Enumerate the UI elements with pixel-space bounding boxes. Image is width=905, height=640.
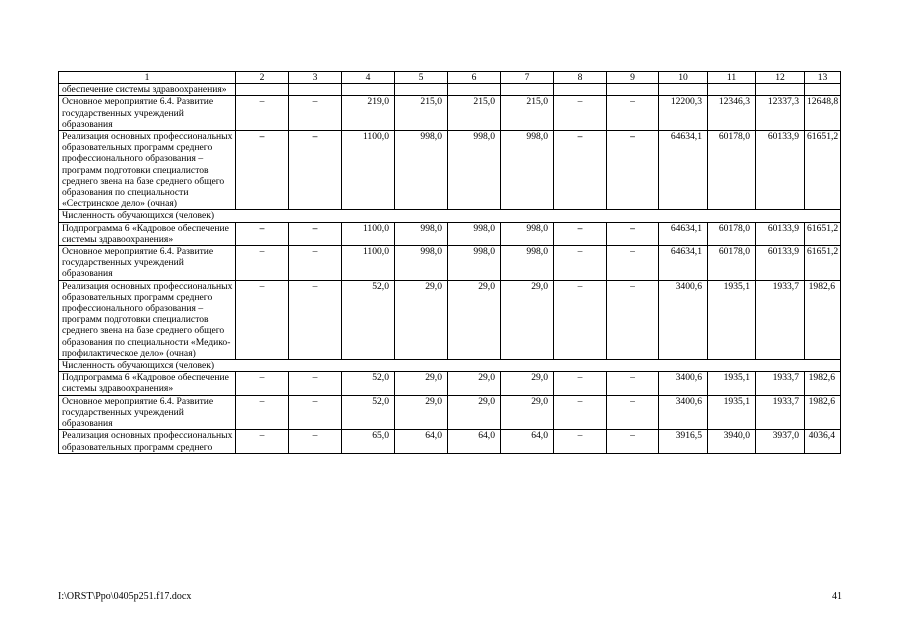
table-cell: – — [554, 430, 607, 453]
table-cell: 29,0 — [395, 280, 448, 359]
table-body — [59, 72, 841, 454]
data-table — [58, 71, 841, 454]
table-cell: 3400,6 — [659, 372, 708, 395]
table-cell: 61651,2 — [805, 222, 841, 245]
table-cell: 29,0 — [395, 395, 448, 430]
table-row — [59, 222, 841, 245]
row-name-cell: Основное мероприятие 6.4. Развитие государственных учреждений образования — [59, 395, 236, 430]
table-cell: 60133,9 — [756, 131, 805, 210]
row-name-cell: Реализация основных профессиональных образовательных программ среднего профессионального образования – программ подготовки специалистов среднего звена на базе среднего общего образования по специальности «Медико-профилактическое дело» (очная) — [59, 280, 236, 359]
table-cell: 3400,6 — [659, 395, 708, 430]
table-cell: 60178,0 — [708, 246, 756, 281]
table-cell: 998,0 — [395, 246, 448, 281]
row-name-cell: Основное мероприятие 6.4. Развитие государственных учреждений образования — [59, 246, 236, 281]
table-cell — [805, 84, 841, 96]
table-cell — [554, 84, 607, 96]
table-cell: 215,0 — [448, 96, 501, 131]
table-row — [59, 280, 841, 359]
table-cell: 215,0 — [501, 96, 554, 131]
table-cell: 4036,4 — [805, 430, 841, 453]
table-cell: – — [236, 372, 289, 395]
table-cell: 60178,0 — [708, 222, 756, 245]
table-cell — [289, 84, 342, 96]
table-cell: – — [554, 96, 607, 131]
table-cell: – — [289, 372, 342, 395]
table-cell: 1982,6 — [805, 395, 841, 430]
table-cell: 1100,0 — [342, 131, 395, 210]
header-row — [59, 72, 841, 84]
table-cell: 64,0 — [501, 430, 554, 453]
page-number: 41 — [832, 591, 842, 602]
table-cell: 52,0 — [342, 280, 395, 359]
row-name-cell: Подпрограмма 6 «Кадровое обеспечение системы здравоохранения» — [59, 222, 236, 245]
table-cell: 12346,3 — [708, 96, 756, 131]
table-cell: 1100,0 — [342, 222, 395, 245]
table-cell: 998,0 — [395, 131, 448, 210]
table-cell: 1935,1 — [708, 395, 756, 430]
table-cell: – — [289, 96, 342, 131]
table-cell: – — [236, 280, 289, 359]
table-cell: 998,0 — [448, 222, 501, 245]
table-cell: – — [554, 280, 607, 359]
section-label-row — [59, 210, 841, 222]
table-cell: 29,0 — [448, 395, 501, 430]
table-cell: 1935,1 — [708, 280, 756, 359]
table-cell: – — [607, 131, 659, 210]
table-cell — [448, 84, 501, 96]
table-cell — [501, 84, 554, 96]
table-cell: – — [236, 96, 289, 131]
table-cell: – — [554, 372, 607, 395]
table-cell: 29,0 — [501, 395, 554, 430]
table-cell: 1933,7 — [756, 280, 805, 359]
header-cell: 5 — [395, 72, 448, 84]
table-cell: 65,0 — [342, 430, 395, 453]
table-cell: – — [236, 131, 289, 210]
table-cell — [756, 84, 805, 96]
table-cell: – — [607, 96, 659, 131]
table-cell: – — [607, 280, 659, 359]
table-cell: 1933,7 — [756, 395, 805, 430]
table-cell: 3940,0 — [708, 430, 756, 453]
table-cell: 60178,0 — [708, 131, 756, 210]
section-label: Численность обучающихся (человек) — [59, 360, 841, 372]
table-cell: 3916,5 — [659, 430, 708, 453]
table-cell — [708, 84, 756, 96]
table-cell — [607, 84, 659, 96]
table-cell: 12337,3 — [756, 96, 805, 131]
table-cell: 52,0 — [342, 372, 395, 395]
table-cell: 29,0 — [501, 280, 554, 359]
table-cell: 60133,9 — [756, 246, 805, 281]
table-cell — [342, 84, 395, 96]
table-cell: – — [236, 246, 289, 281]
table-cell: 219,0 — [342, 96, 395, 131]
table-cell — [395, 84, 448, 96]
table-cell: – — [289, 222, 342, 245]
table-cell: 215,0 — [395, 96, 448, 131]
table-cell: – — [289, 395, 342, 430]
table-cell: 29,0 — [395, 372, 448, 395]
table-cell: – — [554, 246, 607, 281]
header-cell: 1 — [59, 72, 236, 84]
header-cell: 9 — [607, 72, 659, 84]
table-cell: – — [289, 430, 342, 453]
table-row — [59, 246, 841, 281]
table-cell: – — [236, 222, 289, 245]
section-label-row — [59, 360, 841, 372]
table-cell: 64,0 — [448, 430, 501, 453]
table-cell: 52,0 — [342, 395, 395, 430]
table-cell: 61651,2 — [805, 131, 841, 210]
table-cell: – — [607, 222, 659, 245]
table-row — [59, 84, 841, 96]
table-cell: 29,0 — [448, 280, 501, 359]
table-cell: 61651,2 — [805, 246, 841, 281]
table-cell: 64,0 — [395, 430, 448, 453]
header-cell: 4 — [342, 72, 395, 84]
table-cell: 60133,9 — [756, 222, 805, 245]
table-cell: 64634,1 — [659, 246, 708, 281]
table-cell: – — [236, 395, 289, 430]
table-cell: – — [607, 372, 659, 395]
table-cell: – — [607, 395, 659, 430]
table-cell: – — [554, 131, 607, 210]
header-cell: 3 — [289, 72, 342, 84]
table-cell: 1982,6 — [805, 372, 841, 395]
table-row — [59, 395, 841, 430]
row-name-cell: Подпрограмма 6 «Кадровое обеспечение системы здравоохранения» — [59, 372, 236, 395]
header-cell: 10 — [659, 72, 708, 84]
row-name-cell: Реализация основных профессиональных образовательных программ среднего профессионального образования – программ подготовки специалистов среднего звена на базе среднего общего образования по специальности «Сестринское дело» (очная) — [59, 131, 236, 210]
header-cell: 13 — [805, 72, 841, 84]
table-cell: 29,0 — [448, 372, 501, 395]
row-name-cell: Реализация основных профессиональных образовательных программ среднего — [59, 430, 236, 453]
row-name-cell: обеспечение системы здравоохранения» — [59, 84, 236, 96]
table-cell: 1982,6 — [805, 280, 841, 359]
table-cell: – — [607, 430, 659, 453]
header-cell: 11 — [708, 72, 756, 84]
table-cell: 3937,0 — [756, 430, 805, 453]
table-cell: 64634,1 — [659, 222, 708, 245]
table-cell: 3400,6 — [659, 280, 708, 359]
table-cell: 1100,0 — [342, 246, 395, 281]
row-name-cell: Основное мероприятие 6.4. Развитие государственных учреждений образования — [59, 96, 236, 131]
table-cell: – — [554, 395, 607, 430]
header-cell: 2 — [236, 72, 289, 84]
table-cell: 998,0 — [448, 131, 501, 210]
table-cell: 998,0 — [501, 246, 554, 281]
table-cell — [236, 84, 289, 96]
table-row — [59, 430, 841, 453]
table-cell: 998,0 — [395, 222, 448, 245]
header-cell: 7 — [501, 72, 554, 84]
table-cell: 12200,3 — [659, 96, 708, 131]
header-cell: 12 — [756, 72, 805, 84]
table-row — [59, 372, 841, 395]
table-cell: – — [289, 246, 342, 281]
table-cell: – — [236, 430, 289, 453]
table-cell — [659, 84, 708, 96]
table-row — [59, 96, 841, 131]
table-cell: 64634,1 — [659, 131, 708, 210]
table-cell: – — [289, 280, 342, 359]
footer-file-path: I:\ORST\Ppo\0405p251.f17.docx — [58, 591, 192, 602]
table-cell: – — [289, 131, 342, 210]
header-cell: 6 — [448, 72, 501, 84]
table-cell: 1935,1 — [708, 372, 756, 395]
section-label: Численность обучающихся (человек) — [59, 210, 841, 222]
table-cell: 1933,7 — [756, 372, 805, 395]
table-cell: 29,0 — [501, 372, 554, 395]
table-cell: – — [554, 222, 607, 245]
table-cell: 998,0 — [501, 222, 554, 245]
table-cell: – — [607, 246, 659, 281]
header-cell: 8 — [554, 72, 607, 84]
table-row — [59, 131, 841, 210]
table-cell: 998,0 — [501, 131, 554, 210]
table-cell: 998,0 — [448, 246, 501, 281]
table-cell: 12648,8 — [805, 96, 841, 131]
